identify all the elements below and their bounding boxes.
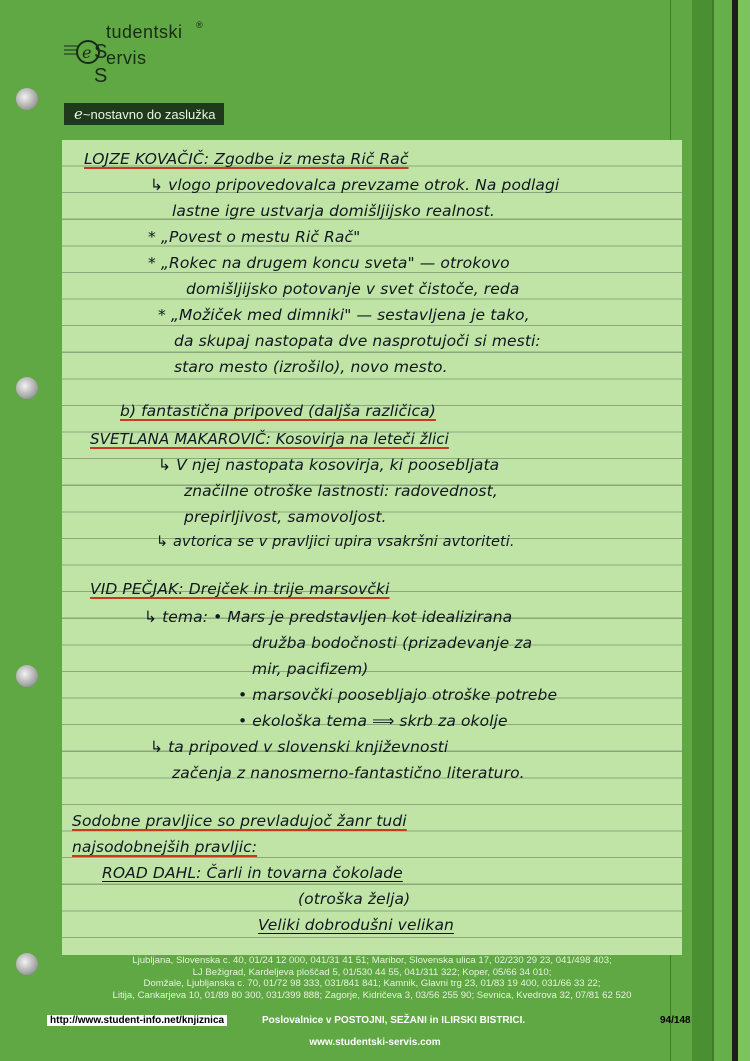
note-line: • ekološka tema ⟹ skrb za okolje [238, 712, 508, 730]
note-line: * „Povest o mestu Rič Rač" [148, 228, 361, 246]
footer-address-line: Litija, Cankarjeva 10, 01/89 80 300, 031/399 888; Zagorje, Kidričeva 3, 03/56 255 90; Sevnica, Kvedrova 32, 07/81 62 520 [112, 989, 632, 1001]
svg-text:S: S [94, 65, 108, 87]
note-line: značilne otroške lastnosti: radovednost, [184, 482, 498, 500]
registered-mark: ® [196, 20, 203, 30]
source-url-link[interactable]: http://www.student-info.net/knjiznica [47, 1015, 227, 1026]
website-link[interactable]: www.studentski-servis.com [309, 1037, 441, 1048]
svg-text:S: S [94, 41, 108, 63]
footer-address-line: Domžale, Ljubljanska c. 70, 01/72 98 333, 031/841 841; Kamnik, Glavni trg 23, 01/83 19 400, 031/66 33 22; [143, 978, 601, 989]
note-heading: VID PEČJAK: Drejček in trije marsovčki [90, 580, 390, 598]
note-line: • marsovčki poosebljajo otroške potrebe [238, 686, 558, 704]
note-line: ↳ V njej nastopata kosovirja, ki poosebljata [158, 456, 500, 474]
note-line: ↳ ta pripoved v slovenski književnosti [150, 738, 449, 756]
note-line: ↳ avtorica se v pravljici upira vsakršni avtoriteti. [156, 534, 515, 550]
svg-text:e: e [82, 43, 92, 62]
binder-hole [16, 377, 38, 399]
note-heading: Sodobne pravljice so prevladujoč žanr tudi [72, 812, 407, 830]
note-heading: SVETLANA MAKAROVIČ: Kosovirja na leteči žlici [90, 430, 449, 448]
binder-hole [16, 88, 38, 110]
studentski-servis-logo [64, 20, 214, 87]
logo-text-line1: tudentski [106, 22, 183, 42]
note-heading: najsodobnejših pravljic: [72, 838, 258, 856]
note-line: * „Možiček med dimniki" — sestavljena je tako, [158, 306, 530, 324]
note-line: prepirljivost, samovoljost. [184, 508, 387, 526]
logo-mark-icon [64, 36, 108, 87]
footer-branches: Poslovalnice v POSTOJNI, SEŽANI in ILIRSKI BISTRICI. [262, 1015, 526, 1026]
edge-tab-strip [692, 0, 750, 1061]
note-line: LOJZE KOVAČIČ: Zgodbe iz mesta Rič Rač [84, 150, 409, 168]
note-line: da skupaj nastopata dve nasprotujoči si mesti: [174, 332, 541, 350]
note-line: * „Rokec na drugem koncu sveta" — otrokovo [148, 254, 510, 272]
note-line: (otroška želja) [298, 890, 411, 908]
note-line: začenja z nanosmerno-fantastično literaturo. [172, 764, 525, 782]
footer-address-line: LJ Bežigrad, Kardeljeva ploščad 5, 01/530 44 55, 041/311 322; Koper, 05/66 34 010; [192, 966, 552, 978]
footer-addresses [62, 955, 682, 1005]
note-line: ↳ vlogo pripovedovalca prevzame otrok. Na podlagi [150, 176, 560, 194]
note-line: domišljijsko potovanje v svet čistoče, reda [186, 280, 520, 298]
note-line: ↳ tema: • Mars je predstavljen kot idealizirana [144, 608, 513, 626]
footer-address-line: Ljubljana, Slovenska c. 40, 01/24 12 000, 041/31 41 51; Maribor, Slovenska ulica 17, 02/230 29 23, 041/498 403; [132, 955, 612, 966]
binder-hole [16, 953, 38, 975]
note-line: lastne igre ustvarja domišljijsko realnost. [172, 202, 495, 220]
tagline-text: ~nostavno do zaslužka [82, 107, 216, 122]
binder-holes [0, 0, 48, 1061]
note-line: mir, pacifizem) [252, 660, 369, 678]
tagline-e: e [74, 105, 83, 123]
logo-text-line2: ervis [106, 48, 147, 68]
note-line: družba bodočnosti (prizadevanje za [252, 634, 533, 652]
note-line: ROAD DAHL: Čarli in tovarna čokolade [102, 864, 403, 882]
page-number: 94/148 [660, 1015, 691, 1026]
lined-notepaper [62, 140, 682, 955]
note-heading: b) fantastična pripoved (daljša različica) [120, 402, 436, 420]
note-line: Veliki dobrodušni velikan [258, 916, 454, 934]
note-line: staro mesto (izrošilo), novo mesto. [174, 358, 448, 376]
binder-hole [16, 665, 38, 687]
tagline-banner [64, 103, 224, 125]
